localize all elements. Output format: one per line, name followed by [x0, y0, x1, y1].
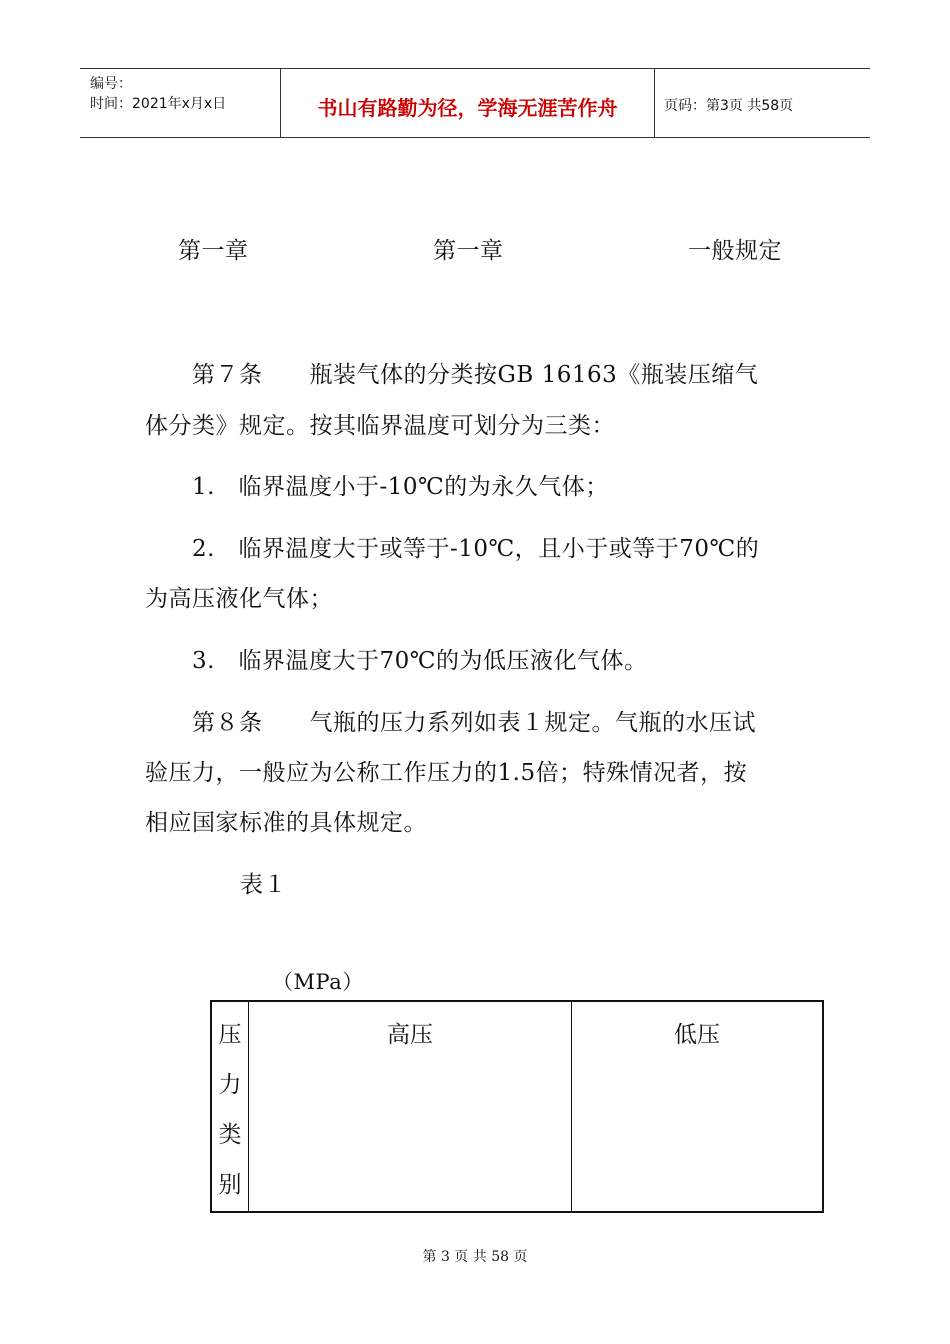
row-header-cell — [212, 1002, 249, 1211]
row-header-char: 类 — [218, 1122, 242, 1148]
article-7-line-1: 第７条 瓶装气体的分类按GB 16163《瓶装压缩气 — [192, 362, 759, 388]
pressure-table — [210, 1000, 824, 1213]
table-unit: （MPa） — [272, 970, 364, 994]
page-footer: 第 3 页 共 58 页 — [422, 1249, 528, 1265]
high-pressure-cell — [249, 1002, 572, 1211]
header-motto: 书山有路勤为径，学海无涯苦作舟 — [317, 96, 618, 120]
header-motto-cell — [280, 69, 655, 137]
col-header-high: 高压 — [387, 1022, 433, 1048]
low-pressure-cell — [572, 1002, 822, 1211]
row-header-char: 压 — [218, 1022, 242, 1048]
article-7-item-2-line-2: 为高压液化气体； — [145, 586, 333, 612]
row-header-char: 别 — [218, 1172, 242, 1198]
time-label: 时间：2021年x月x日 — [90, 96, 227, 112]
code-label: 编号： — [90, 76, 132, 92]
article-7-item-3: 3. 临界温度大于70℃的为低压液化气体。 — [192, 648, 648, 674]
article-8-line-3: 相应国家标准的具体规定。 — [145, 810, 427, 836]
chapter-label-1: 第一章 — [178, 238, 249, 264]
col-header-low: 低压 — [674, 1022, 720, 1048]
header-meta — [80, 69, 280, 137]
chapter-title: 一般规定 — [688, 238, 782, 264]
header-page-cell — [654, 69, 870, 137]
article-8-line-1: 第８条 气瓶的压力系列如表１规定。气瓶的水压试 — [192, 710, 756, 736]
article-7-item-1: 1. 临界温度小于-10℃的为永久气体； — [192, 474, 609, 500]
table-caption: 表１ — [240, 872, 287, 898]
article-8-line-2: 验压力，一般应为公称工作压力的1.5倍；特殊情况者，按 — [145, 760, 748, 786]
row-header-char: 力 — [218, 1072, 242, 1098]
article-7-line-2: 体分类》规定。按其临界温度可划分为三类： — [145, 413, 615, 439]
chapter-label-2: 第一章 — [433, 238, 504, 264]
page-header — [80, 68, 870, 138]
article-7-item-2-line-1: 2. 临界温度大于或等于-10℃，且小于或等于70℃的 — [192, 536, 760, 562]
header-page-info: 页码：第3页 共58页 — [664, 98, 794, 114]
